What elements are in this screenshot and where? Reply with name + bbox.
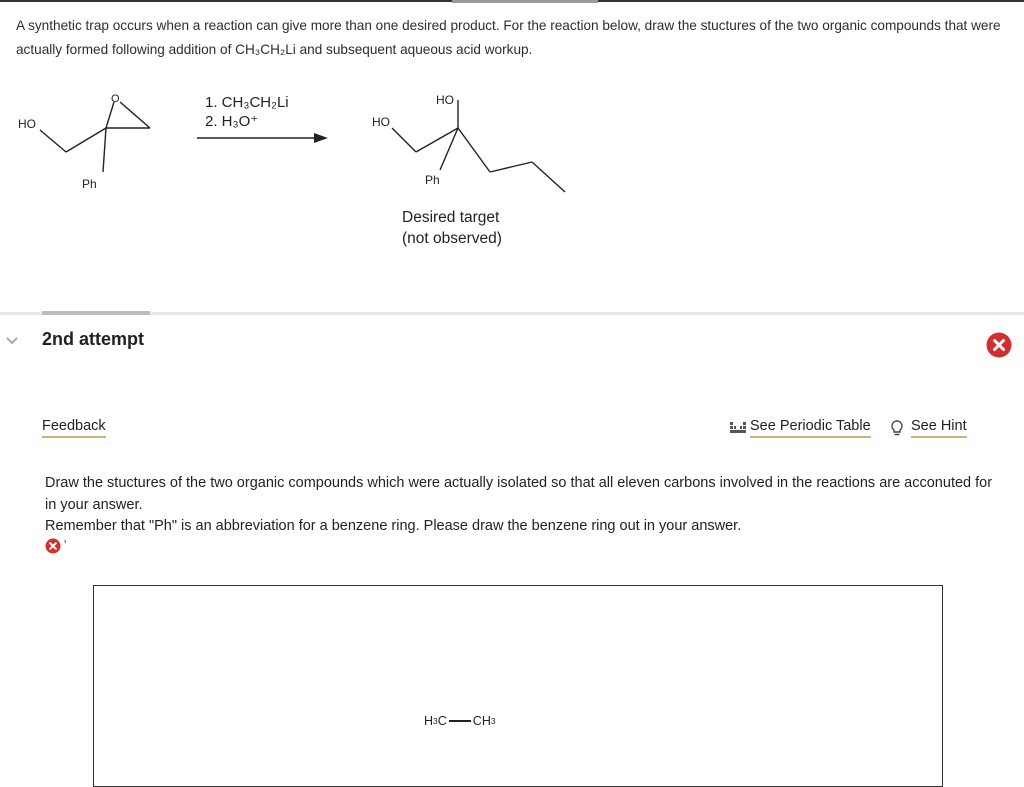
reactant-ho-label: HO <box>18 117 36 131</box>
feedback-link[interactable]: Feedback <box>42 418 106 438</box>
hint-link[interactable] <box>890 418 967 438</box>
bond-c-ch2 <box>458 128 490 172</box>
bond-ch2-ch2 <box>490 162 532 172</box>
bond-ho-ch2 <box>40 130 66 152</box>
question-text: A synthetic trap occurs when a reaction can give more than one desired product. For the reaction below, draw the stuctures of the two organic compounds that were actually formed following addition of CH₃CH₂Li and subsequent aqueous acid workup. <box>16 18 1001 57</box>
error-tick: ' <box>64 536 67 552</box>
reactant-structure <box>40 102 150 172</box>
drawing-canvas[interactable] <box>93 585 943 787</box>
atom-ch-right: CH <box>472 714 491 728</box>
hint-label: See Hint <box>911 418 967 438</box>
instructions <box>45 473 995 538</box>
chevron-down-icon[interactable] <box>4 332 20 348</box>
atom-ch-right-sub: 3 <box>490 716 496 726</box>
instruction-line-2: Remember that "Ph" is an abbreviation for a benzene ring. Please draw the benzene ring out in your answer. <box>45 518 742 534</box>
product-ph-label: Ph <box>425 173 440 187</box>
bond-c-ph <box>103 128 106 172</box>
incorrect-status-icon <box>986 332 1012 358</box>
product-structure <box>392 100 565 192</box>
bond-epoxide-oc <box>120 102 150 128</box>
canvas-bond <box>449 720 471 722</box>
instruction-line-1: Draw the stuctures of the two organic compounds which were actually isolated so that all eleven carbons involved in the reactions are acconuted for in your answer. <box>45 475 993 513</box>
caption-line1: Desired target <box>402 209 500 226</box>
product-ho-top-label: HO <box>436 93 454 107</box>
bond-ch2-c <box>66 128 106 152</box>
canvas-molecule[interactable] <box>424 714 496 728</box>
condition-step2: 2. H₃O⁺ <box>205 113 259 130</box>
reaction-scheme <box>0 80 620 270</box>
atom-h-left: H <box>424 714 434 728</box>
caption-line2: (not observed) <box>402 230 502 247</box>
periodic-table-link[interactable] <box>730 418 871 438</box>
reaction-arrow <box>197 133 328 143</box>
product-ho-left-label: HO <box>372 115 390 129</box>
section-divider <box>0 312 1024 315</box>
reactant-o-label: O <box>111 93 120 105</box>
bond-ch2-ch3 <box>532 162 565 192</box>
periodic-table-icon <box>730 421 746 435</box>
atom-h-left-sub: 3 <box>433 716 438 726</box>
section-divider-accent <box>42 311 150 315</box>
reactant-ph-label: Ph <box>82 177 97 191</box>
lightbulb-icon <box>890 420 904 436</box>
bond-c-ph <box>440 128 458 170</box>
periodic-table-label: See Periodic Table <box>750 418 871 438</box>
bond-epoxide-co <box>106 102 114 128</box>
condition-step1: 1. CH₃CH₂Li <box>205 94 289 111</box>
answer-error-mark <box>45 538 66 554</box>
atom-c-left: C <box>437 714 447 728</box>
attempt-title: 2nd attempt <box>42 329 145 349</box>
bond-ho-ch2 <box>392 128 416 152</box>
top-rule-accent <box>452 0 598 3</box>
bond-ch2-c <box>416 128 458 152</box>
error-icon <box>45 538 61 554</box>
